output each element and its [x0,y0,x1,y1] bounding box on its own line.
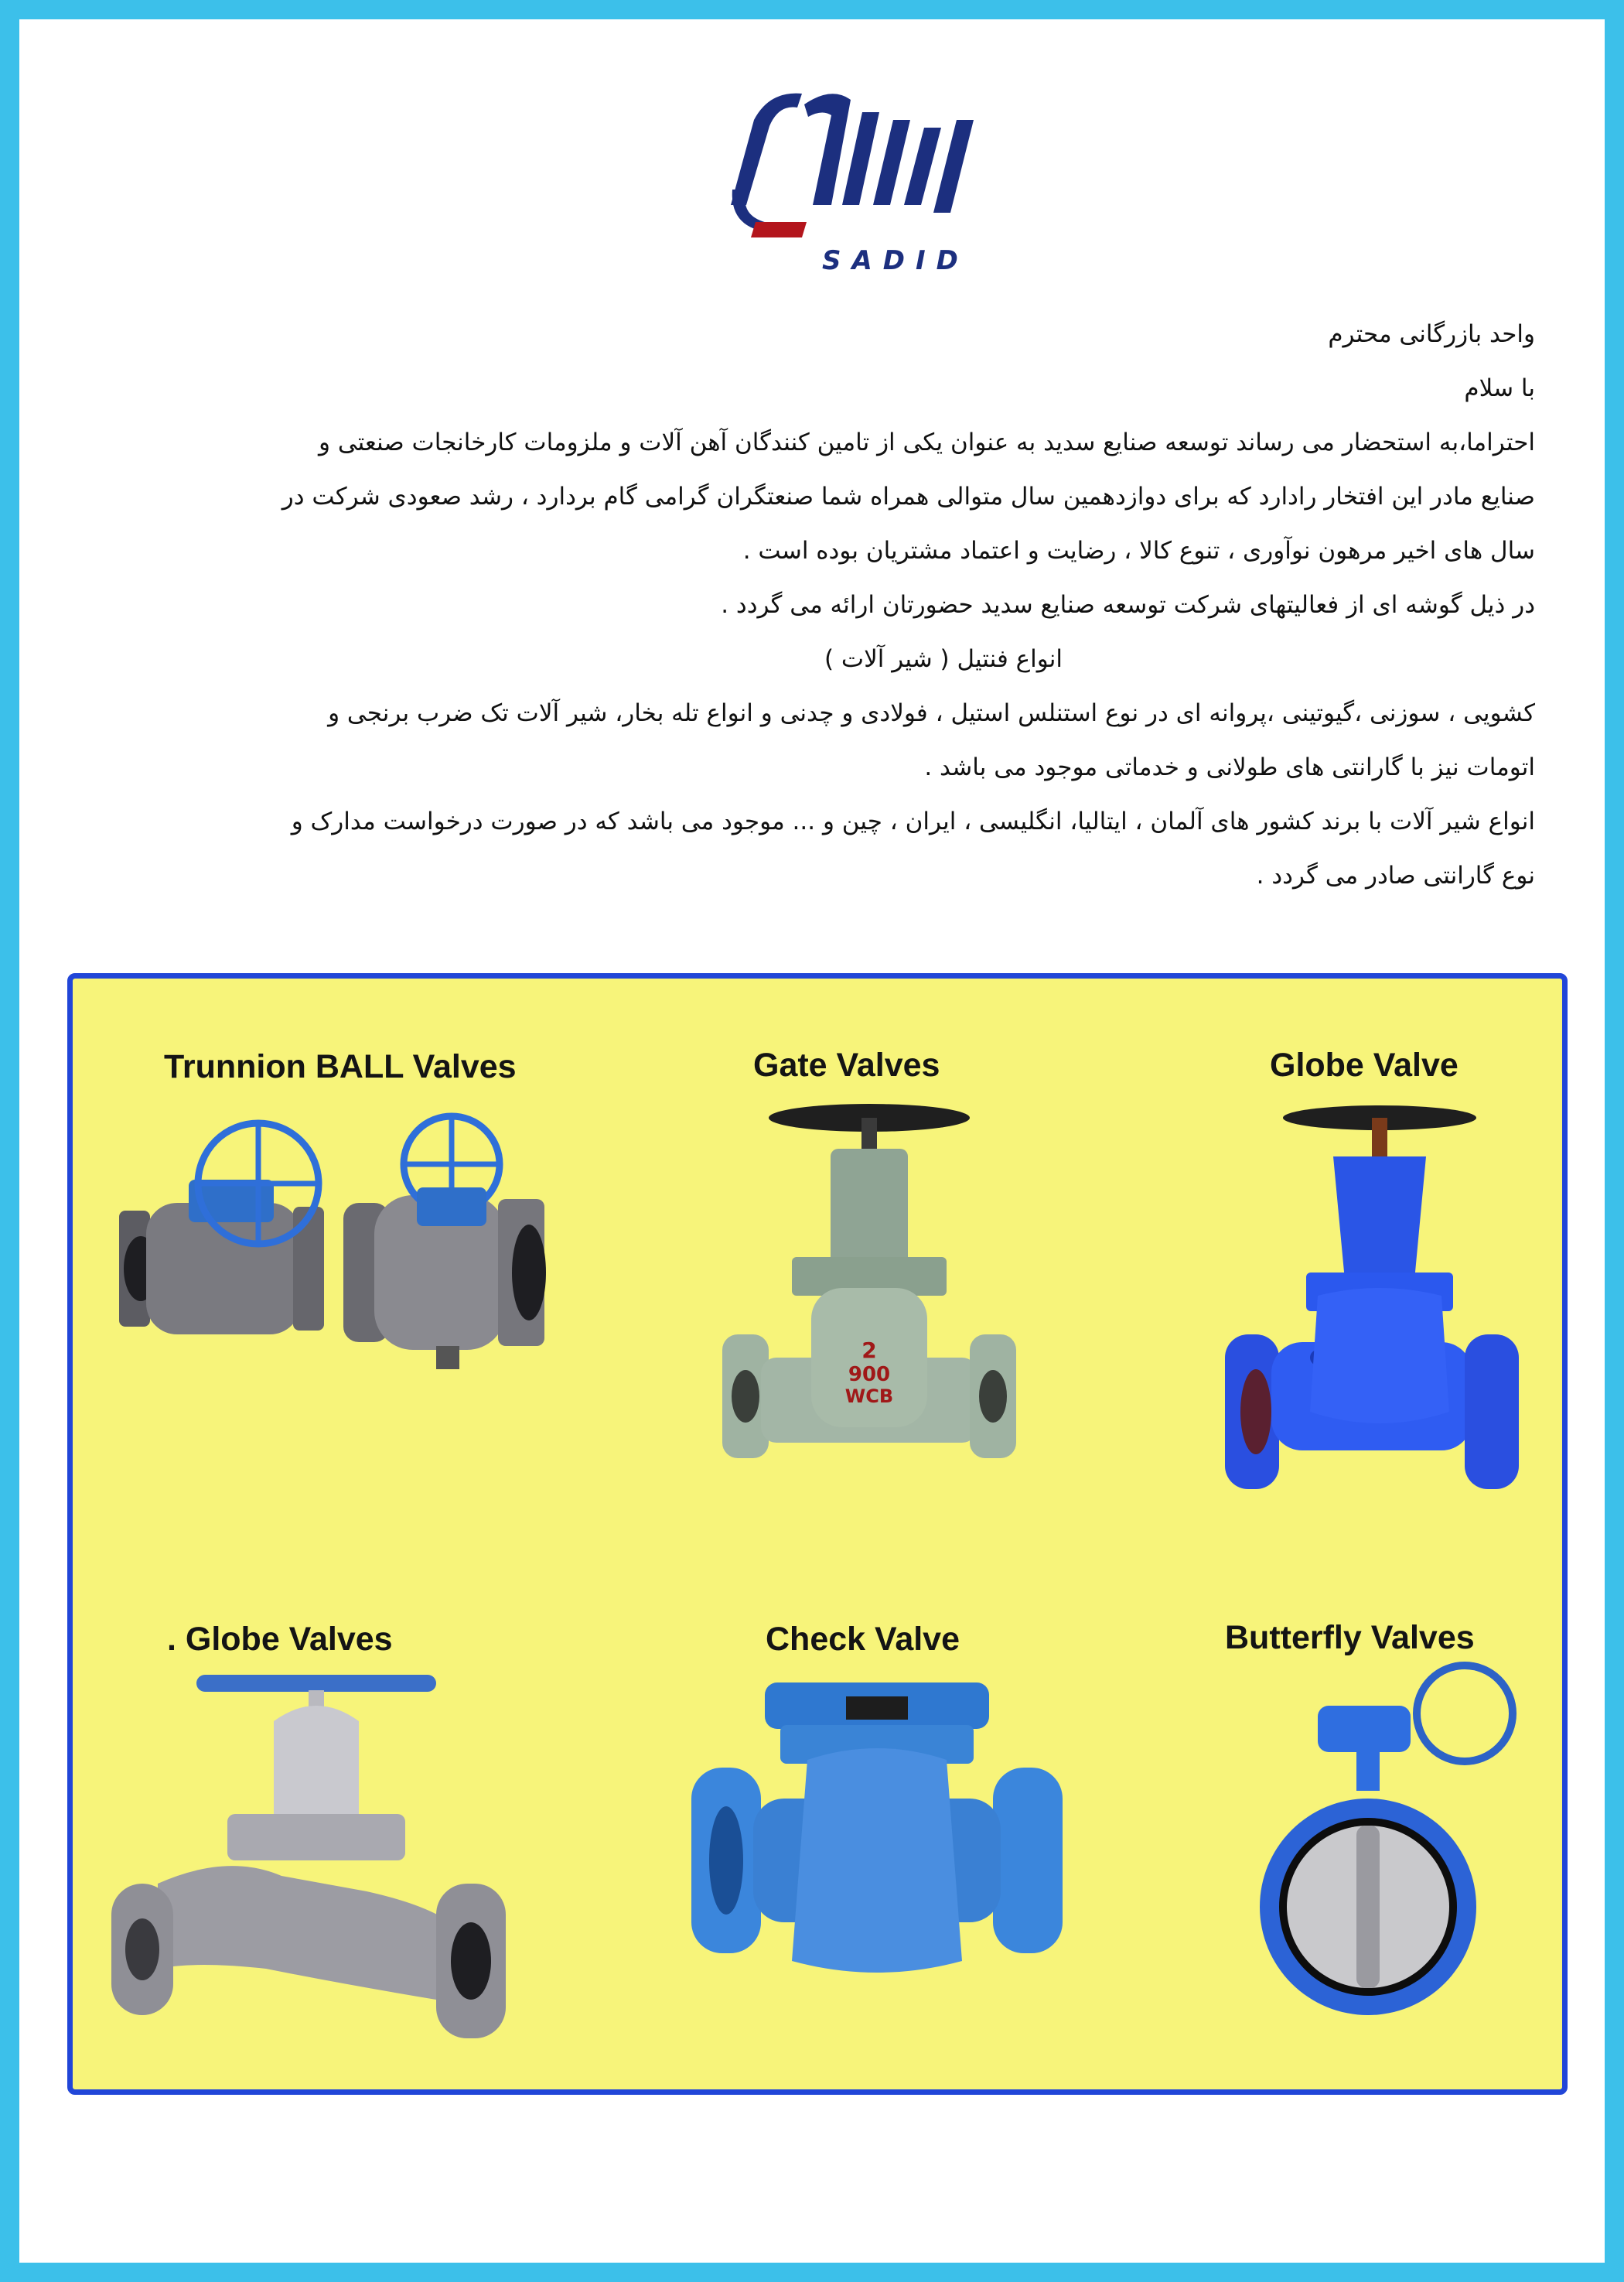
gate-marking-1: 2 [861,1337,877,1363]
letter-body [104,307,1535,903]
brands-line: نوع گارانتی صادر می گردد . [1256,862,1535,890]
paragraph-line: صنایع مادر این افتخار رادارد که برای دوازدهمین سال متوالی همراه شما صنعتگران گرامی گام بردارد ، رشد صعودی شرکت در [281,483,1535,511]
products-panel [67,973,1568,2095]
product-title-trunnion: Trunnion BALL Valves [164,1048,517,1085]
logo-icon [715,89,1001,244]
intro-line: در ذیل گوشه ای از فعالیتهای شرکت توسعه صنایع سدید حضورتان ارائه می گردد . [721,591,1535,619]
paragraph-line: احتراما،به استحضار می رساند توسعه صنایع سدید به عنوان یکی از تامین کنندگان آهن آلات و ملزومات کارخانجات صنعتی و [319,429,1535,456]
trunnion-ball-valve-icon [111,1110,568,1389]
product-title-butterfly: Butterfly Valves [1225,1619,1475,1656]
paragraph-line: سال های اخیر مرهون نوآوری ، تنوع کالا ، رضایت و اعتماد مشتریان بوده است . [742,537,1535,565]
butterfly-valve-icon [1248,1659,1527,2031]
globe-valve-grey-icon [111,1675,513,2046]
page [19,19,1605,2263]
check-valve-icon [691,1682,1063,1992]
product-title-globe: Globe Valve [1270,1047,1459,1084]
product-title-check: Check Valve [766,1621,960,1658]
gate-marking-2: 900 [848,1363,891,1386]
product-title-globe-grey: . Globe Valves [167,1621,393,1658]
product-title-gate: Gate Valves [753,1047,940,1084]
brands-line: انواع شیر آلات با برند کشور های آلمان ، ایتالیا، انگلیسی ، ایران ، چین و ... موجود می باشد که در صورت درخواست مدارک و [291,808,1535,835]
logo-wordmark: SADID [822,245,969,276]
salutation: با سلام [1464,374,1535,402]
types-line: کشویی ، سوزنی ،گیوتینی ،پروانه ای در نوع استنلس استیل ، فولادی و چدنی و انواع تله بخار، شیر آلات تک ضرب برنجی و [328,699,1535,727]
section-heading: انواع فنتیل ( شیر آلات ) [824,645,1063,673]
globe-valve-icon [1217,1102,1527,1505]
greeting: واحد بازرگانی محترم [1328,320,1535,348]
gate-marking-3: WCB [844,1385,894,1407]
types-line: اتومات نیز با گارانتی های طولانی و خدماتی موجود می باشد . [924,753,1535,781]
company-logo [715,89,1001,290]
gate-valve-icon [707,1102,1032,1489]
